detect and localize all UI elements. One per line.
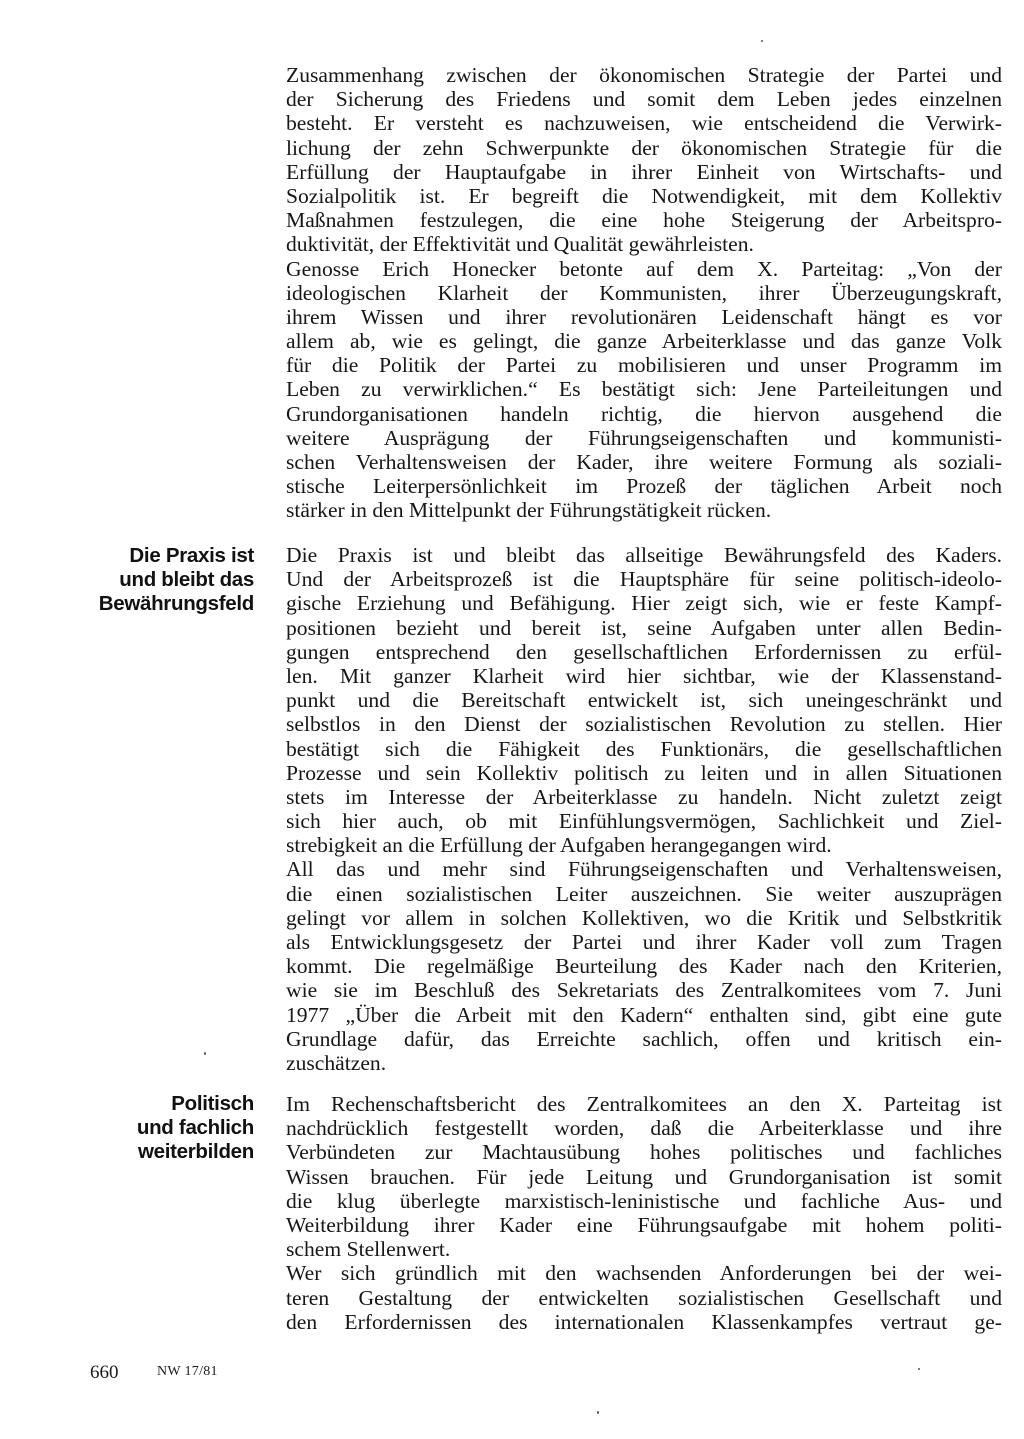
text-line: schen Verhaltensweisen der Kader, ihre weitere Formung als soziali- [286,450,1002,474]
text-line: Prozesse und sein Kollektiv politisch zu leiten und in allen Situationen [286,760,1002,785]
side-heading-line: und bleibt das [119,568,254,591]
text-line: Und der Arbeitsprozeß ist die Hauptsphäre für seine politisch-ideolo- [286,567,1002,592]
text-line: bestätigt sich die Fähigkeit des Funktionärs, die gesellschaftlichen [286,736,1002,761]
side-heading-line: und fachlich [136,1116,254,1139]
text-line: lichung der zehn Schwerpunkte der ökonomischen Strategie für die [286,135,1002,160]
text-line: für die Politik der Partei zu mobilisieren und unser Programm im [286,353,1002,378]
text-line: Weiterbildung ihrer Kader eine Führungsaufgabe mit hohem politi- [286,1212,1002,1237]
text-line: Zusammenhang zwischen der ökonomischen Strategie der Partei und [286,63,1002,87]
paragraph-block-2 [286,543,1002,1075]
text-line: selbstlos in den Dienst der sozialistischen Revolution zu stellen. Hier [286,712,1002,737]
text-line: gische Erziehung und Befähigung. Hier zeigt sich, wie er feste Kampf- [286,591,1002,616]
text-line: zuschätzen. [286,1050,387,1075]
text-line: ihrem Wissen und ihrer revolutionären Leidenschaft hängt es vor [286,304,1002,329]
text-line: positionen bezieht und bereit ist, seine Aufgaben unter allen Bedin- [286,615,1002,640]
text-line: Leben zu verwirklichen.“ Es bestätigt sich: Jene Parteileitungen und [286,377,1002,402]
text-line: Wer sich gründlich mit den wachsenden Anforderungen bei der wei- [286,1261,1002,1286]
text-line: Erfüllung der Hauptaufgabe in ihrer Einheit von Wirtschafts- und [286,159,1002,184]
side-heading-line: Bewährungsfeld [98,592,254,615]
scan-speck [918,1368,920,1370]
text-line: duktivität, der Effektivität und Qualität gewährleisten. [286,232,754,257]
text-line: punkt und die Bereitschaft entwickelt ist, sich uneingeschränkt und [286,688,1002,713]
text-line: stische Leiterpersönlichkeit im Prozeß der täglichen Arbeit noch [286,474,1002,499]
text-line: sich hier auch, ob mit Einfühlungsvermögen, Sachlichkeit und Ziel- [286,809,1002,834]
text-line: als Entwicklungsgesetz der Partei und ihrer Kader voll zum Tragen [286,930,1002,954]
issue-label: NW 17/81 [157,1364,218,1379]
side-heading-line: Die Praxis ist [129,544,254,567]
text-line: der Sicherung des Friedens und somit dem Leben jedes einzelnen [286,87,1002,112]
side-heading-line: weiterbilden [137,1140,254,1163]
text-line: allem ab, wie es gelingt, die ganze Arbeiterklasse und das ganze Volk [286,329,1002,354]
side-heading-praxis [90,544,254,616]
text-line: Genosse Erich Honecker betonte auf dem X. Parteitag: „Von der [286,256,1002,281]
text-line: nachdrücklich festgestellt worden, daß die Arbeiterklasse und ihre [286,1116,1002,1141]
text-line: gungen entsprechend den gesellschaftlichen Erfordernissen zu erfül- [286,639,1002,664]
text-line: Grundorganisationen handeln richtig, die hiervon ausgehend die [286,401,1002,426]
scan-speck [761,40,763,42]
text-line: weitere Ausprägung der Führungseigenschaften und kommunisti- [286,425,1002,450]
side-heading-weiterbilden [90,1092,254,1164]
text-line: den Erfordernissen des internationalen Klassenkampfes vertraut ge- [286,1309,1002,1334]
text-line: gelingt vor allem in solchen Kollektiven, wo die Kritik und Selbstkritik [286,905,1002,930]
text-line: Grundlage dafür, das Erreichte sachlich, offen und kritisch ein- [286,1026,1002,1051]
text-line: die einen sozialistischen Leiter auszeichnen. Sie weiter auszuprägen [286,881,1002,906]
text-line: All das und mehr sind Führungseigenschaften und Verhaltensweisen, [286,857,1002,882]
scan-speck [597,1411,599,1414]
text-line: die klug überlegte marxistisch-leninistische und fachliche Aus- und [286,1188,1002,1213]
side-heading-line: Politisch [171,1092,254,1115]
paragraph-block-3 [286,1092,1002,1334]
text-line: Die Praxis ist und bleibt das allseitige Bewährungsfeld des Kaders. [286,543,1002,567]
text-line: strebigkeit an die Erfüllung der Aufgaben herangegangen wird. [286,833,832,858]
text-line: wie sie im Beschluß des Sekretariats des Zentralkomitees vom 7. Juni [286,978,1002,1003]
text-line: Maßnahmen festzulegen, die eine hohe Steigerung der Arbeitspro- [286,208,1002,233]
text-line: teren Gestaltung der entwickelten sozialistischen Gesellschaft und [286,1285,1002,1310]
text-line: Wissen brauchen. Für jede Leitung und Grundorganisation ist somit [286,1164,1002,1189]
scan-speck [204,1052,206,1055]
text-line: kommt. Die regelmäßige Beurteilung des Kader nach den Kriterien, [286,954,1002,979]
text-line: Verbündeten zur Machtausübung hohes politisches und fachliches [286,1140,1002,1165]
page-footer [0,1362,1024,1392]
text-line: 1977 „Über die Arbeit mit den Kadern“ enthalten sind, gibt eine gute [286,1002,1002,1027]
paragraph-block-1 [286,63,1002,523]
text-line: Im Rechenschaftsbericht des Zentralkomitees an den X. Parteitag ist [286,1092,1002,1116]
page-number: 660 [90,1362,119,1383]
text-line: len. Mit ganzer Klarheit wird hier sichtbar, wie der Klassenstand- [286,663,1002,688]
text-line: ideologischen Klarheit der Kommunisten, ihrer Überzeugungskraft, [286,280,1002,305]
text-line: stets im Interesse der Arbeiterklasse zu handeln. Nicht zuletzt zeigt [286,784,1002,809]
text-line: besteht. Er versteht es nachzuweisen, wie entscheidend die Verwirk- [286,111,1002,136]
text-line: stärker in den Mittelpunkt der Führungstätigkeit rücken. [286,498,772,523]
text-line: Sozialpolitik ist. Er begreift die Notwendigkeit, mit dem Kollektiv [286,183,1002,208]
text-line: schem Stellenwert. [286,1237,451,1262]
